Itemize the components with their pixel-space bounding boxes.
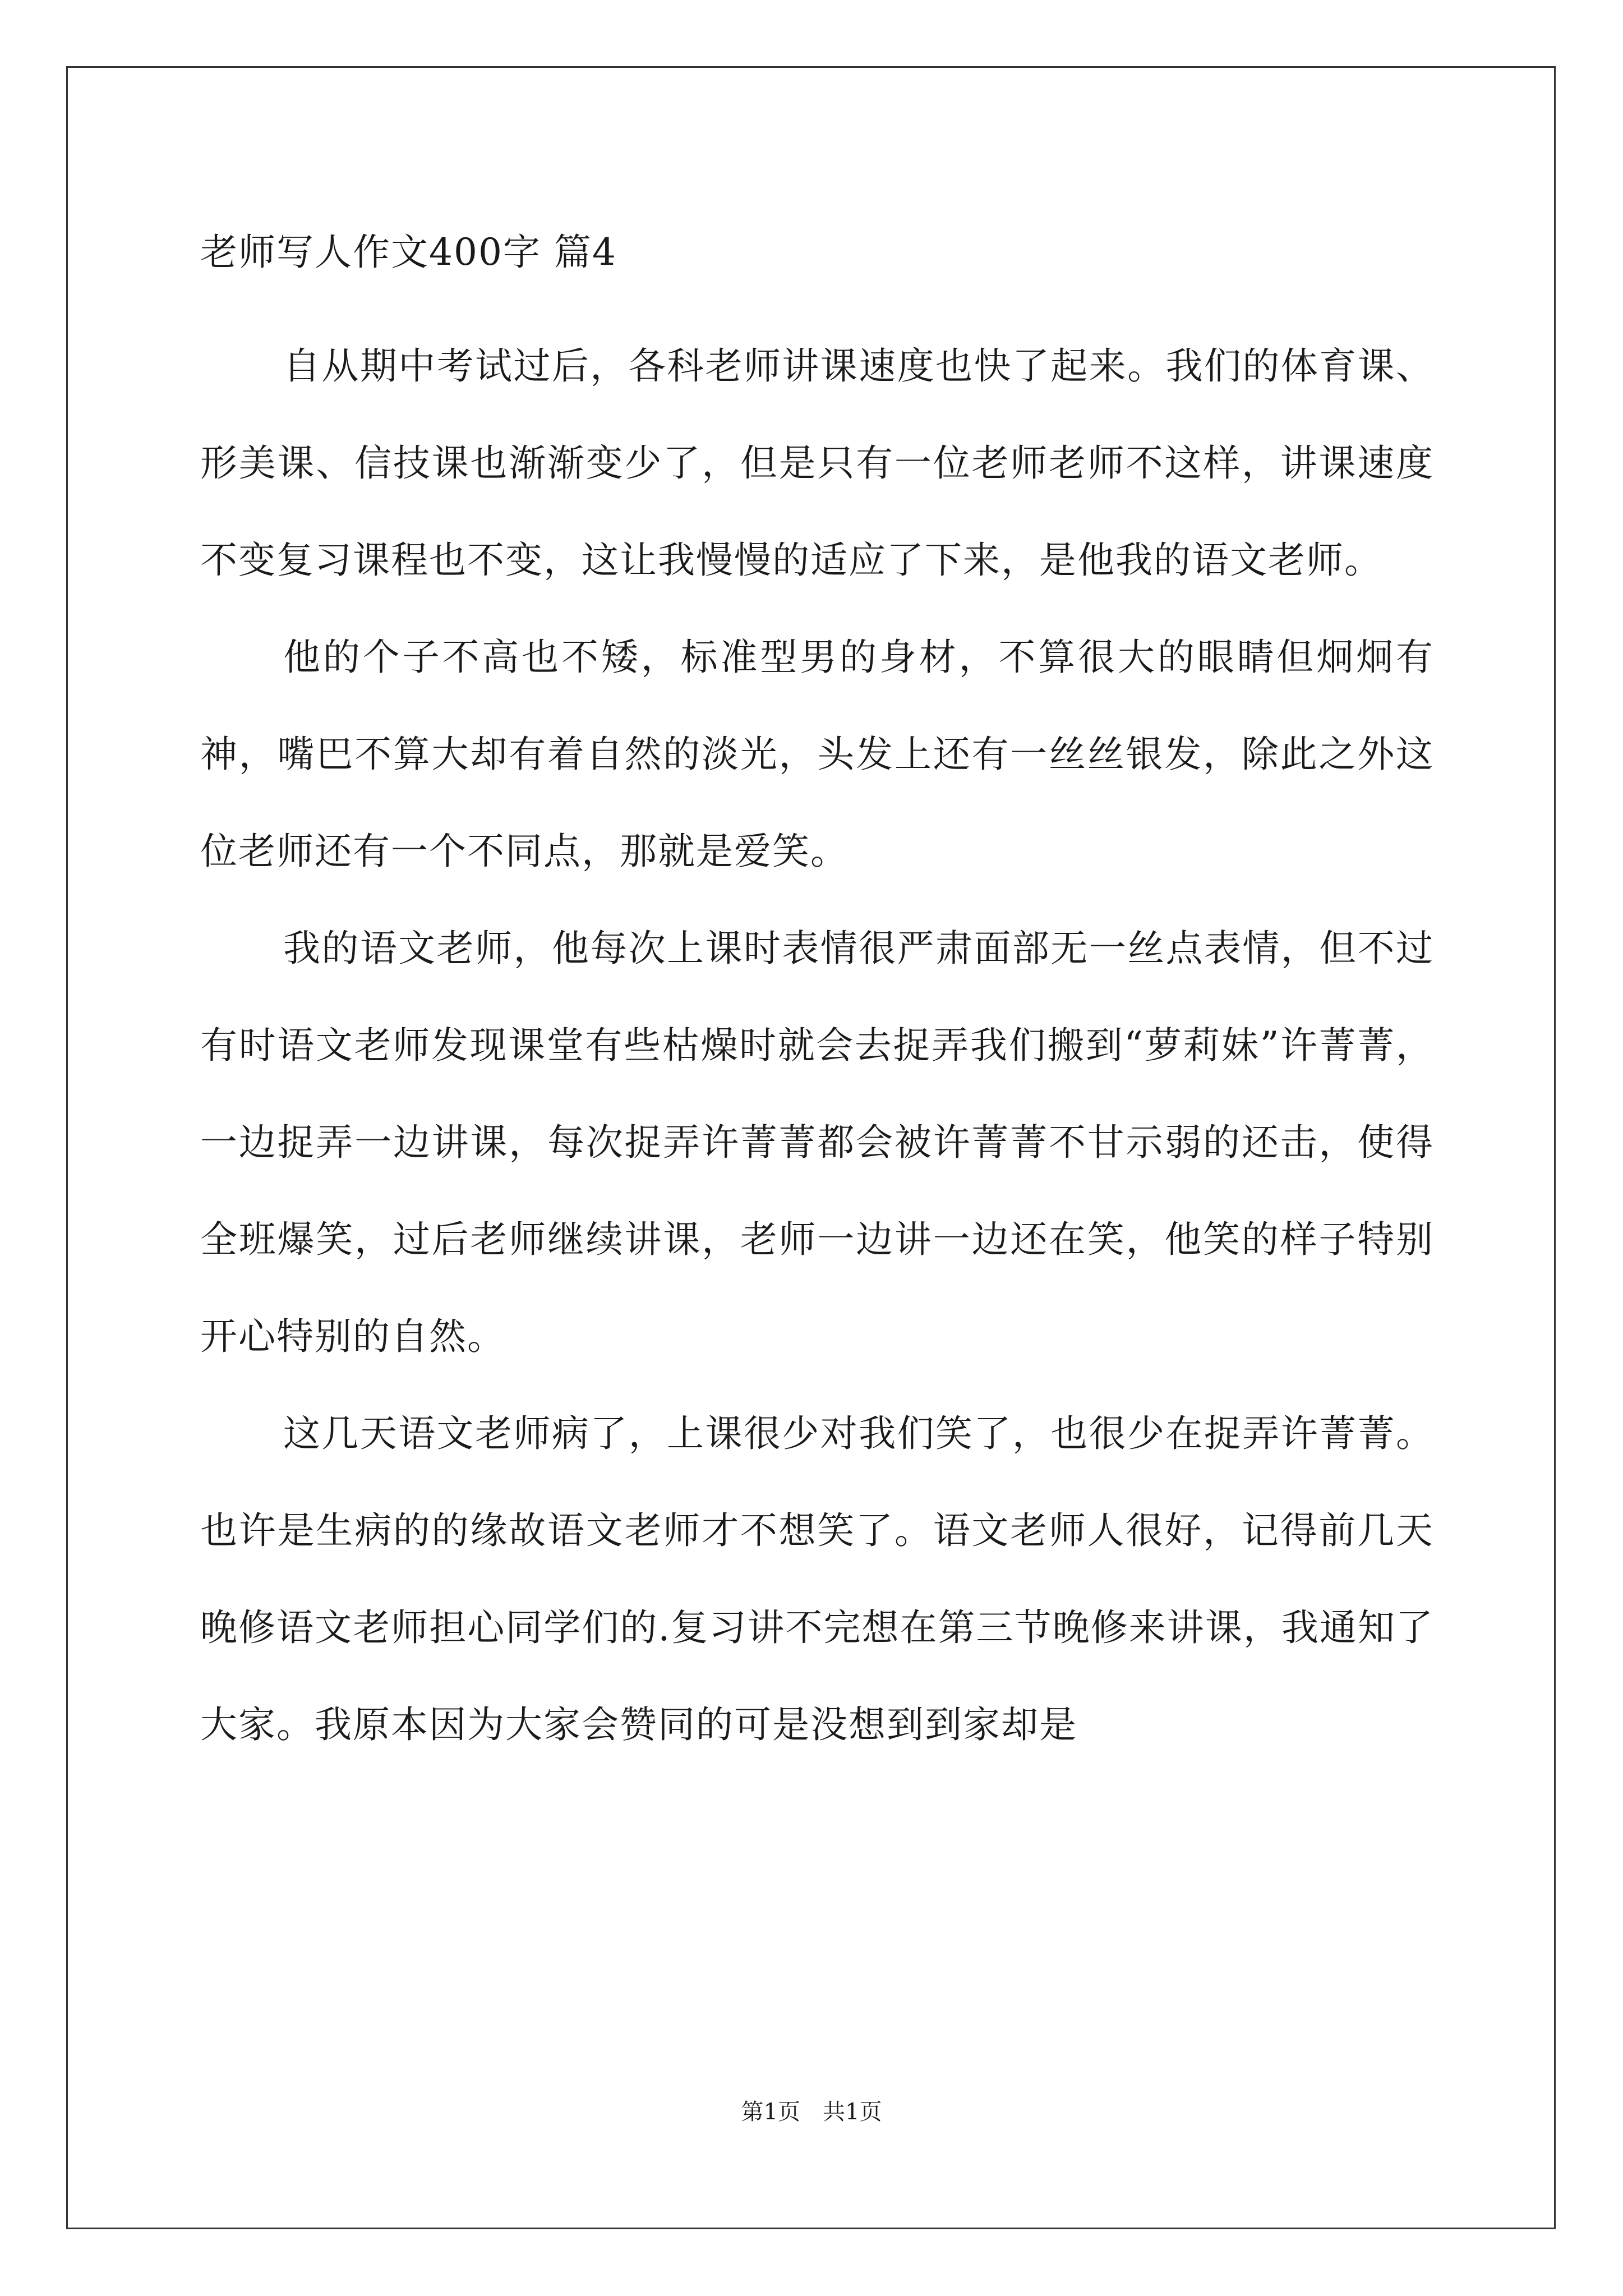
page-footer bbox=[0, 2095, 1623, 2129]
document-title: 老师写人作文400字 篇4 bbox=[200, 231, 617, 274]
paragraph-4: 这几天语文老师病了，上课很少对我们笑了，也很少在捉弄许菁菁。也许是生病的的缘故语文老师才不想笑了。语文老师人很好，记得前几天晚修语文老师担心同学们的.复习讲不完想在第三节晚修来讲课，我通知了大家。我原本因为大家会赞同的可是没想到到家却是 bbox=[200, 1412, 1434, 1746]
paragraph-2: 他的个子不高也不矮，标准型男的身材，不算很大的眼睛但炯炯有神，嘴巴不算大却有着自然的淡光，头发上还有一丝丝银发，除此之外这位老师还有一个不同点，那就是爱笑。 bbox=[200, 636, 1434, 873]
paragraph-3: 我的语文老师，他每次上课时表情很严肃面部无一丝点表情，但不过有时语文老师发现课堂有些枯燥时就会去捉弄我们搬到“萝莉妹”许菁菁，一边捉弄一边讲课，每次捉弄许菁菁都会被许菁菁不甘示弱的还击，使得全班爆笑，过后老师继续讲课，老师一边讲一边还在笑，他笑的样子特别开心特别的自然。 bbox=[200, 927, 1434, 1358]
page-number: 第1页 共1页 bbox=[741, 2099, 882, 2125]
document-body bbox=[200, 213, 1434, 1773]
paragraph-1: 自从期中考试过后，各科老师讲课速度也快了起来。我们的体育课、形美课、信技课也渐渐变少了，但是只有一位老师老师不这样，讲课速度不变复习课程也不变，这让我慢慢的适应了下来，是他我的语文老师。 bbox=[200, 344, 1434, 582]
